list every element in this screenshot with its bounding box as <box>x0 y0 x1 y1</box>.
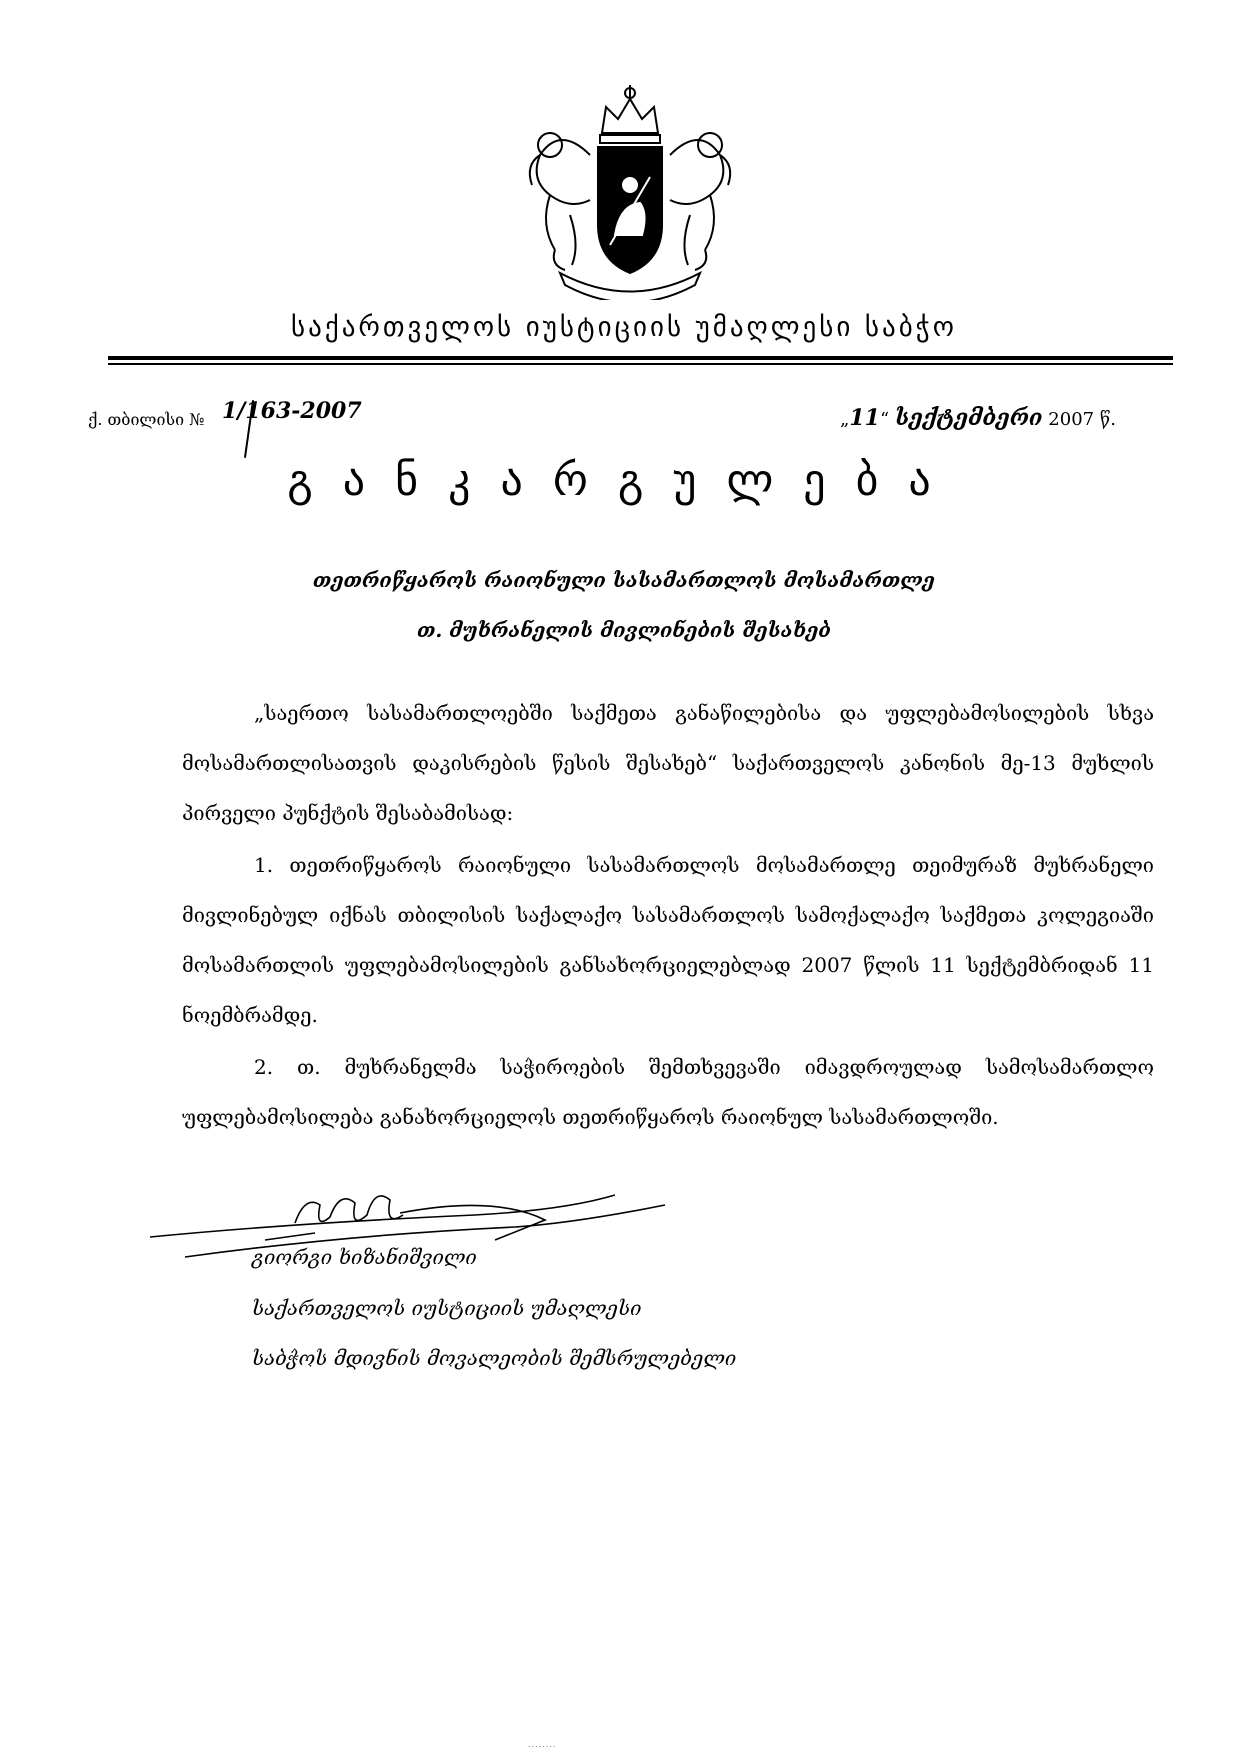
date-year: 2007 <box>1048 409 1095 430</box>
place-label: ქ. თბილისი № <box>88 410 205 429</box>
date-day: 11 <box>849 405 880 431</box>
council-name: საქართველოს იუსტიციის უმაღლესი საბჭო <box>291 312 957 343</box>
decision-item-1: 1. თეთრიწყაროს რაიონული სასამართლოს მოსამართლე თეიმურაზ მუხრანელი მივლინებულ იქნას თბილისის საქალაქო სასამართლოს სამოქალაქო საქმეთა კოლეგიაში მოსამართლის უფლებამოსილების განსახორციელებლად 2007 წლის 11 სექტემბრიდან 11 ნოემბრამდე. <box>182 853 1154 1027</box>
page-footer-mark: ........ <box>528 1740 557 1749</box>
signatory-title-line-1: საქართველოს იუსტიციის უმაღლესი <box>252 1296 642 1320</box>
signatory-title-line-2: საბჭოს მდივნის მოვალეობის შემსრულებელი <box>252 1346 737 1370</box>
decision-item-2: 2. თ. მუხრანელმა საჭიროების შემთხვევაში იმავდროულად სამოსამართლო უფლებამოსილება განახორციელოს თეთრიწყაროს რაიონულ სასამართლოში. <box>182 1055 1154 1129</box>
coat-of-arms-emblem <box>510 85 750 300</box>
header-divider-thin <box>108 363 1173 365</box>
date-month: სექტემბერი <box>894 405 1043 431</box>
document-number: 1/163-2007 <box>222 398 362 424</box>
document-title: განკარგულება <box>287 455 961 506</box>
intro-paragraph: „საერთო სასამართლოებში საქმეთა განაწილებისა და უფლებამოსილების სხვა მოსამართლისათვის დაკისრების წესის შესახებ“ საქართველოს კანონის მე-13 მუხლის პირველი პუნქტის შესაბამისად: <box>182 701 1154 825</box>
date-suffix: წ. <box>1099 409 1117 430</box>
document-date: „11“ სექტემბერი 2007 წ. <box>840 405 1117 431</box>
subject-line-1: თეთრიწყაროს რაიონული სასამართლოს მოსამართლე <box>313 568 935 592</box>
subject-line-2: თ. მუხრანელის მივლინების შესახებ <box>417 618 831 642</box>
header-divider-thick <box>108 356 1173 360</box>
signatory-name: გიორგი ხიზანიშვილი <box>252 1245 477 1269</box>
